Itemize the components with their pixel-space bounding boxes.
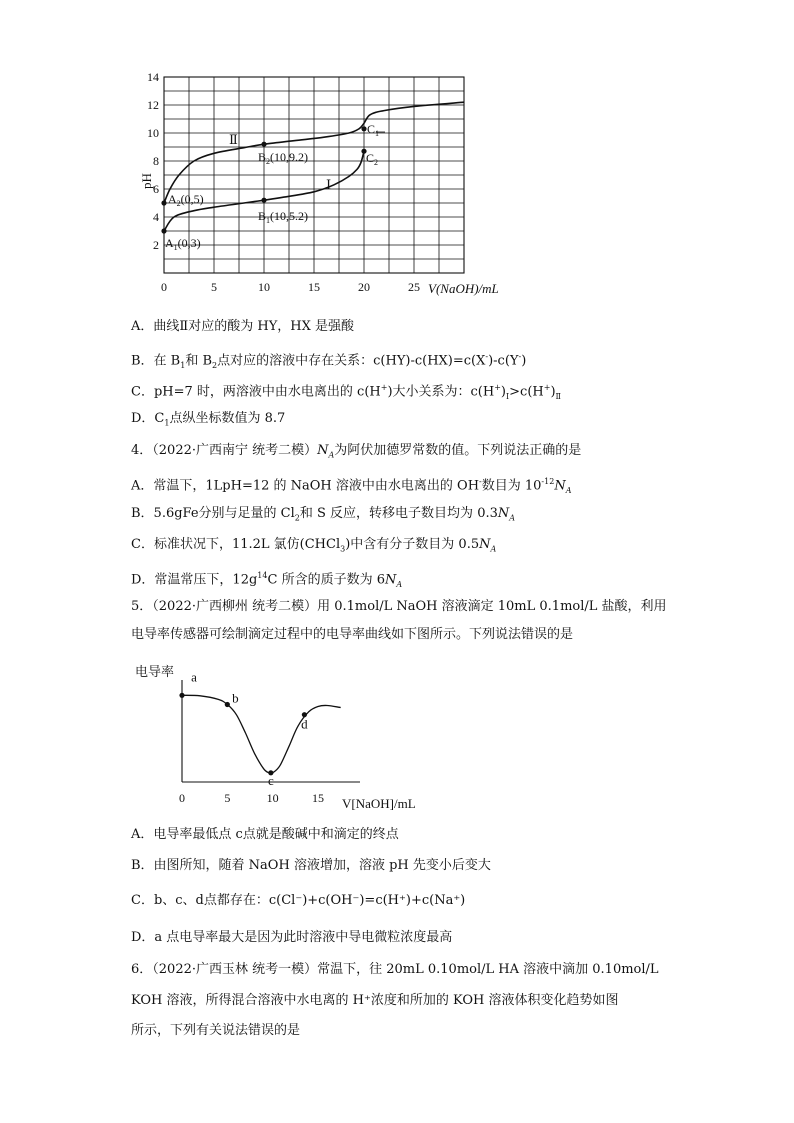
point-C2-label: $C_1$ [367, 122, 380, 138]
point-A2-label: $A_2(0,5)$ [168, 192, 204, 208]
conductivity-series [182, 695, 341, 773]
conductivity-chart [130, 655, 450, 815]
q4-option-d: D．常温常压下，$12g^{14}C$ 所含的质子数为 $6N_A$ [131, 571, 403, 589]
point-C1-label: $C_2$ [366, 151, 379, 167]
ph-y-tick-label: 4 [153, 210, 159, 224]
q5-stem-line1: 5．（2022·广西柳州 统考二模）用 0.1mol/L NaOH 溶液滴定 10mL 0.1mol/L 盐酸，利用 [131, 599, 667, 614]
q6-stem-line3: 所示，下列有关说法错误的是 [131, 1023, 301, 1038]
ph-x-tick-label: 15 [308, 280, 320, 294]
point-B1-label: $B_1(10,5.2)$ [258, 209, 309, 225]
volume-axis-label: V(NaOH)/mL [428, 281, 499, 296]
conductivity-axis-label: 电导率 [135, 665, 175, 680]
conductivity-x-tick-label: 5 [224, 791, 231, 805]
ph-x-tick-label: 5 [211, 280, 217, 294]
q3-option-a: A．曲线Ⅱ对应的酸为 HY，HX 是强酸 [131, 319, 354, 334]
ph-x-tick-label: 0 [161, 280, 167, 294]
curve-I-label: Ⅰ [326, 177, 332, 192]
ph-y-tick-label: 12 [147, 98, 159, 112]
ph-y-tick-label: 6 [153, 182, 159, 196]
ph-x-tick-label: 10 [258, 280, 270, 294]
titration-ph-chart [120, 62, 520, 302]
ph-y-tick-label: 14 [147, 70, 159, 84]
q5-option-b: B．由图所知，随着 NaOH 溶液增加，溶液 pH 先变小后变大 [131, 858, 491, 873]
ph-axis-label: pH [139, 173, 154, 189]
conductivity-point-b [225, 702, 230, 707]
ph-marked-point [261, 142, 266, 147]
conductivity-point-label-a: a [191, 669, 197, 685]
conductivity-x-tick-label: 10 [266, 791, 279, 805]
conductivity-x-axis-label: V[NaOH]/mL [342, 796, 416, 811]
q6-stem-line1: 6．（2022·广西玉林 统考一模）常温下，往 20mL 0.10mol/L HA 溶液中滴加 0.10mol/L [131, 962, 659, 977]
conductivity-x-tick-label: 0 [179, 791, 185, 805]
q3-option-d: D．$C_1$点纵坐标数值为 8.7 [131, 411, 286, 428]
conductivity-point-label-b: b [232, 690, 239, 706]
ph-marked-point [161, 200, 166, 205]
ph-y-tick-label: 2 [153, 238, 159, 252]
q5-option-c: C．b、c、d点都存在：c(Cl⁻)+c(OH⁻)=c(H⁺)+c(Na⁺) [131, 893, 466, 908]
q5-stem-line2: 电导率传感器可绘制滴定过程中的电导率曲线如下图所示。下列说法错误的是 [131, 627, 574, 642]
ph-y-tick-label: 10 [147, 126, 159, 140]
q4-option-a: A．常温下，1LpH=12 的 NaOH 溶液中由水电离出的 OH-数目为 $10^{-12}N_A$ [131, 477, 572, 495]
q3-option-c: C．pH=7 时，两溶液中由水电离出的 c(H+)大小关系为：$c(H^+)_Ⅰ>c(H^+)_Ⅱ$ [131, 383, 561, 401]
q5-option-d: D．a 点电导率最大是因为此时溶液中导电微粒浓度最高 [131, 930, 453, 945]
q6-stem-line2: KOH 溶液，所得混合溶液中水电离的 H⁺浓度和所加的 KOH 溶液体积变化趋势如图 [131, 993, 619, 1008]
conductivity-point-a [179, 693, 184, 698]
q5-option-a: A．电导率最低点 c点就是酸碱中和滴定的终点 [131, 827, 399, 842]
conductivity-curve [182, 695, 341, 773]
ph-x-tick-label: 25 [408, 280, 420, 294]
point-A1-label: $A_1(0,3)$ [165, 236, 201, 252]
ph-x-tick-label: 20 [358, 280, 370, 294]
q3-option-b: B．在 $B_1$和 $B_2$点对应的溶液中存在关系：c(HY)-c(HX)=c(X-)-c(Y-) [131, 352, 527, 370]
conductivity-x-tick-label: 15 [312, 791, 324, 805]
ph-marked-point [261, 198, 266, 203]
curve-II-label: Ⅱ [229, 132, 238, 147]
ph-marked-point [361, 126, 366, 131]
q4-option-b: B．5.6gFe分别与足量的 $Cl_2$和 S 反应，转移电子数目均为 $0.3N_A$ [131, 506, 516, 523]
ph-marked-point [161, 228, 166, 233]
q4-stem: 4．（2022·广西南宁 统考二模）$N_A$为阿伏加德罗常数的值。下列说法正确的是 [131, 443, 582, 460]
ph-y-tick-label: 8 [153, 154, 159, 168]
ph-chart-ticks [147, 70, 420, 294]
conductivity-point-label-d: d [301, 716, 308, 732]
point-B2-label: $B_2(10,9.2)$ [258, 150, 309, 166]
q4-option-c: C．标准状况下，11.2L 氯仿(CHCl$_3$)中含有分子数目为 $0.5N_A$ [131, 537, 497, 554]
conductivity-point-label-c: c [267, 772, 274, 788]
